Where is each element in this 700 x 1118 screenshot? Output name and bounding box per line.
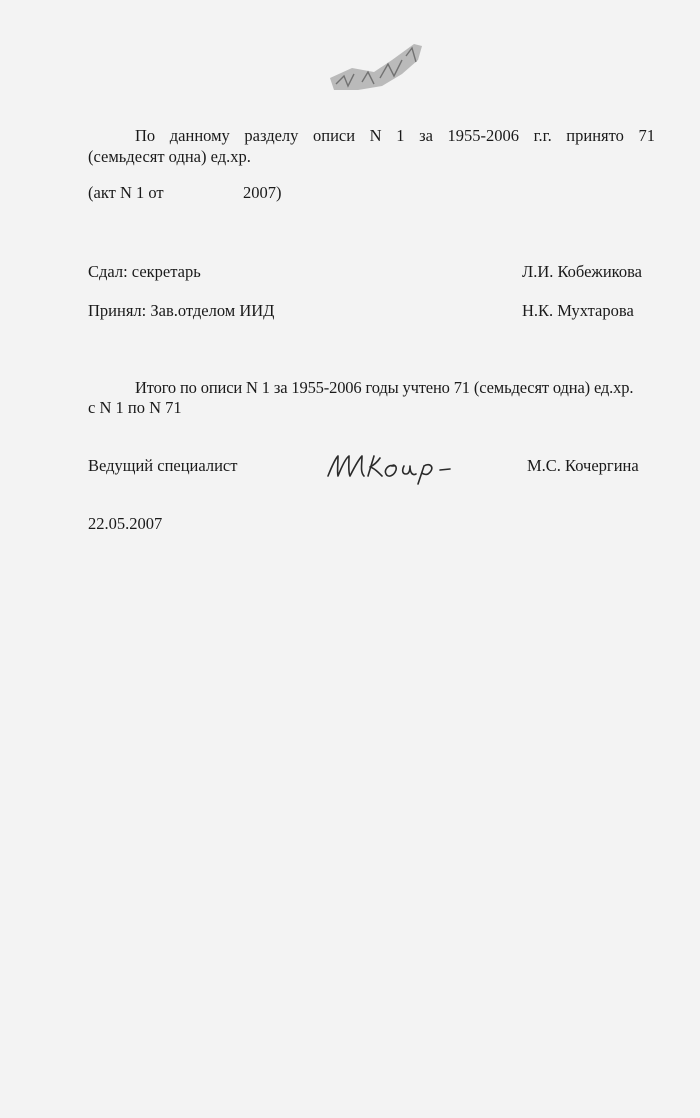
act-reference-year: 2007) [243, 183, 282, 202]
act-reference-prefix: (акт N 1 от [88, 183, 164, 202]
specialist-title: Ведущий специалист [88, 456, 238, 475]
received-name: Н.К. Мухтарова [522, 301, 634, 320]
total-line-1: Итого по описи N 1 за 1955-2006 годы учтено 71 (семьдесят одна) ед.хр. [135, 378, 634, 397]
handed-over-name: Л.И. Кобежикова [522, 262, 642, 281]
signature [322, 444, 457, 486]
summary-line-1: По данному разделу описи N 1 за 1955-2006 г.г. принято 71 [135, 126, 655, 145]
specialist-name: М.С. Кочергина [527, 456, 639, 475]
total-line-2: с N 1 по N 71 [88, 398, 182, 417]
received-label: Принял: Зав.отделом ИИД [88, 301, 275, 320]
handed-over-label: Сдал: секретарь [88, 262, 201, 281]
document-date: 22.05.2007 [88, 514, 163, 533]
summary-line-2: (семьдесят одна) ед.хр. [88, 147, 251, 166]
stamp-smudge [322, 38, 427, 96]
